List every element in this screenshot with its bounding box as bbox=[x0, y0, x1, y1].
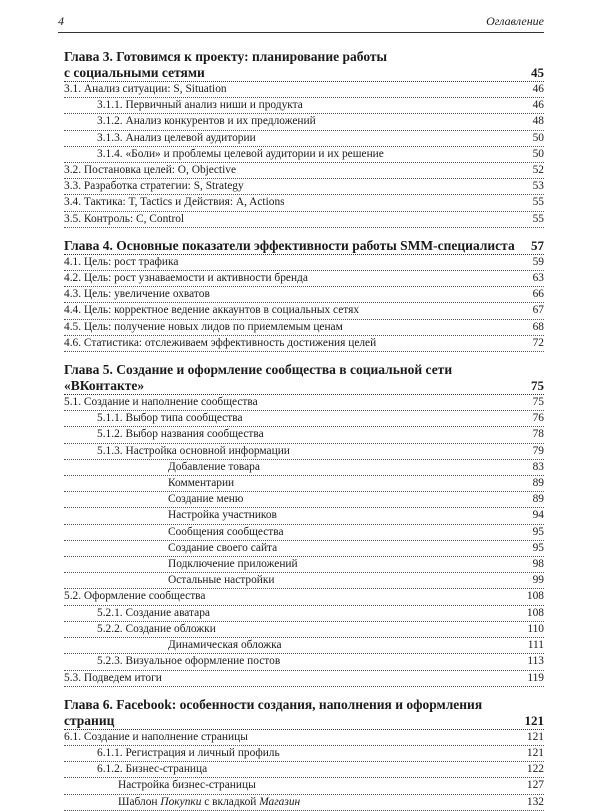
page-ref: 72 bbox=[532, 336, 544, 349]
entry-title: 3.1.1. Первичный анализ ниши и продукта bbox=[97, 99, 303, 112]
entry-title: 3.1.2. Анализ конкурентов и их предложений bbox=[97, 115, 316, 128]
entry-title: 3.2. Постановка целей: O, Objective bbox=[64, 164, 236, 177]
toc-entry[interactable] bbox=[64, 557, 544, 573]
entry-title: 4.2. Цель: рост узнаваемости и активности бренда bbox=[64, 272, 308, 285]
toc-entry[interactable] bbox=[64, 460, 544, 476]
page-ref: 121 bbox=[526, 746, 544, 759]
page-ref: 76 bbox=[532, 412, 544, 425]
chapter-title: Глава 5. Создание и оформление сообщества в социальной сети bbox=[64, 362, 453, 378]
entry-title: 4.5. Цель: получение новых лидов по приемлемым ценам bbox=[64, 320, 343, 333]
entry-title: 3.1.4. «Боли» и проблемы целевой аудитории и их решение bbox=[97, 147, 384, 160]
entry-title: 5.1.3. Настройка основной информации bbox=[97, 444, 290, 457]
page-ref: 55 bbox=[532, 212, 544, 225]
toc-entry[interactable] bbox=[64, 671, 544, 687]
toc-entry[interactable] bbox=[64, 212, 544, 228]
entry-title: 3.5. Контроль: C, Control bbox=[64, 212, 185, 225]
entry-title: 5.2.1. Создание аватара bbox=[97, 606, 210, 619]
toc-entry[interactable] bbox=[64, 746, 544, 762]
page-ref: 55 bbox=[532, 196, 544, 209]
page-ref: 68 bbox=[532, 320, 544, 333]
toc-entry[interactable] bbox=[64, 131, 544, 147]
entry-title: 4.4. Цель: корректное ведение аккаунтов в социальных сетях bbox=[64, 304, 360, 317]
toc-entry[interactable] bbox=[64, 508, 544, 524]
chapter-title: страниц bbox=[64, 712, 115, 728]
toc-entry[interactable] bbox=[64, 525, 544, 541]
page-number: 4 bbox=[58, 14, 64, 28]
toc-entry[interactable] bbox=[64, 606, 544, 622]
chapter-title: Глава 3. Готовимся к проекту: планирование работы bbox=[64, 49, 388, 64]
page-ref: 99 bbox=[532, 574, 544, 587]
toc-entry[interactable] bbox=[64, 303, 544, 319]
toc-entry[interactable] bbox=[64, 778, 544, 794]
toc-entry[interactable] bbox=[64, 336, 544, 352]
entry-title: 4.1. Цель: рост трафика bbox=[64, 255, 179, 268]
page-ref: 111 bbox=[527, 639, 544, 652]
page-ref: 67 bbox=[532, 304, 544, 317]
chapter-title: Глава 6. Facebook: особенности создания, наполнения и оформления bbox=[64, 696, 483, 712]
toc-entry[interactable] bbox=[64, 444, 544, 460]
page-ref: 108 bbox=[526, 590, 544, 603]
page-ref: 122 bbox=[526, 763, 544, 776]
page-ref: 57 bbox=[531, 237, 544, 253]
entry-title: 6.1.1. Регистрация и личный профиль bbox=[97, 746, 280, 759]
page-ref: 127 bbox=[526, 779, 544, 792]
page-ref: 50 bbox=[532, 131, 544, 144]
toc-chapter-row[interactable] bbox=[64, 713, 544, 730]
toc-entry[interactable] bbox=[64, 622, 544, 638]
page-ref: 53 bbox=[532, 180, 544, 193]
entry-title: Подключение приложений bbox=[168, 558, 298, 571]
entry-title: Комментарии bbox=[168, 477, 235, 490]
toc-entry[interactable] bbox=[64, 730, 544, 746]
page-ref: 48 bbox=[532, 115, 544, 128]
toc-entry[interactable] bbox=[64, 492, 544, 508]
page-ref: 78 bbox=[532, 428, 544, 441]
entry-title: 5.2.2. Создание обложки bbox=[97, 622, 216, 635]
entry-title: Создание своего сайта bbox=[168, 541, 278, 554]
entry-title: 3.1. Анализ ситуации: S, Situation bbox=[64, 83, 227, 95]
entry-title: 3.3. Разработка стратегии: S, Strategy bbox=[64, 180, 244, 193]
entry-title: Настройка бизнес-страницы bbox=[118, 779, 256, 792]
entry-title: 4.6. Статистика: отслеживаем эффективность достижения целей bbox=[64, 336, 377, 349]
entry-title: Настройка участников bbox=[168, 509, 277, 522]
toc-entry[interactable] bbox=[64, 541, 544, 557]
toc-entry[interactable] bbox=[64, 82, 544, 98]
page-ref: 79 bbox=[532, 444, 544, 457]
page-ref: 121 bbox=[524, 712, 544, 728]
page-ref: 94 bbox=[532, 509, 544, 522]
entry-title: 5.2. Оформление сообщества bbox=[64, 590, 206, 603]
entry-title: Добавление товара bbox=[168, 460, 260, 473]
toc-entry[interactable] bbox=[64, 762, 544, 778]
entry-title: 5.1.2. Выбор названия сообщества bbox=[97, 428, 264, 441]
entry-title: Создание меню bbox=[168, 493, 244, 506]
page-ref: 98 bbox=[532, 558, 544, 571]
chapter-title: с социальными сетями bbox=[64, 65, 205, 80]
page-ref: 132 bbox=[526, 795, 544, 808]
entry-title: 6.1. Создание и наполнение страницы bbox=[64, 730, 248, 743]
page-ref: 75 bbox=[532, 396, 544, 409]
entry-title: Динамическая обложка bbox=[168, 639, 282, 652]
toc-chapter-row[interactable] bbox=[64, 238, 544, 255]
page-ref: 83 bbox=[532, 460, 544, 473]
toc-entry[interactable] bbox=[64, 114, 544, 130]
toc-entry[interactable] bbox=[64, 287, 544, 303]
page-ref: 59 bbox=[532, 255, 544, 268]
entry-title: 3.4. Тактика: T, Tactics и Действия: A, Actions bbox=[64, 196, 285, 209]
toc-entry[interactable] bbox=[64, 179, 544, 195]
entry-title: Шаблон Покупки с вкладкой Магазин bbox=[118, 795, 301, 808]
page-ref: 110 bbox=[527, 622, 544, 635]
entry-title: 5.1.1. Выбор типа сообщества bbox=[97, 412, 243, 425]
page-ref: 108 bbox=[526, 606, 544, 619]
entry-title: 6.1.2. Бизнес-страница bbox=[97, 763, 208, 776]
chapter-title: «ВКонтакте» bbox=[64, 378, 145, 394]
page-ref: 113 bbox=[527, 655, 544, 668]
toc-entry[interactable] bbox=[64, 395, 544, 411]
page-ref: 66 bbox=[532, 288, 544, 301]
entry-title: 5.1. Создание и наполнение сообщества bbox=[64, 396, 258, 409]
page-ref: 63 bbox=[532, 272, 544, 285]
page-ref: 45 bbox=[531, 65, 544, 80]
toc-entry[interactable] bbox=[64, 589, 544, 605]
running-title: Оглавление bbox=[486, 14, 544, 28]
toc-entry[interactable] bbox=[64, 476, 544, 492]
toc-chapter-row[interactable] bbox=[64, 65, 544, 82]
chapter-title: Глава 4. Основные показатели эффективности работы SMM-специалиста bbox=[64, 237, 515, 253]
page-ref: 95 bbox=[532, 525, 544, 538]
toc-entry[interactable] bbox=[64, 320, 544, 336]
page-ref: 75 bbox=[531, 378, 544, 394]
page-ref: 52 bbox=[532, 164, 544, 177]
toc-entry[interactable] bbox=[64, 638, 544, 654]
page-ref: 121 bbox=[526, 730, 544, 743]
entry-title: Сообщения сообщества bbox=[168, 525, 284, 538]
entry-title: 3.1.3. Анализ целевой аудитории bbox=[97, 131, 256, 144]
toc-entry[interactable] bbox=[64, 147, 544, 163]
running-head bbox=[58, 14, 544, 33]
page-ref: 95 bbox=[532, 541, 544, 554]
toc-entry[interactable] bbox=[64, 654, 544, 670]
toc-entry[interactable] bbox=[64, 427, 544, 443]
entry-title: 5.2.3. Визуальное оформление постов bbox=[97, 655, 281, 668]
toc-entry[interactable] bbox=[64, 255, 544, 271]
page-ref: 50 bbox=[532, 147, 544, 160]
toc-entry[interactable] bbox=[64, 271, 544, 287]
toc-entry[interactable] bbox=[64, 98, 544, 114]
page-ref: 46 bbox=[532, 99, 544, 112]
toc-entry[interactable] bbox=[64, 195, 544, 211]
toc-chapter-row[interactable] bbox=[64, 378, 544, 395]
toc-entry[interactable] bbox=[64, 163, 544, 179]
entry-title: Остальные настройки bbox=[168, 574, 275, 587]
entry-title: 5.3. Подведем итоги bbox=[64, 671, 162, 684]
page-ref: 46 bbox=[532, 83, 544, 95]
toc-entry[interactable] bbox=[64, 795, 544, 811]
page-ref: 119 bbox=[527, 671, 544, 684]
table-of-contents bbox=[64, 49, 544, 811]
toc-entry[interactable] bbox=[64, 573, 544, 589]
entry-title: 4.3. Цель: увеличение охватов bbox=[64, 288, 210, 301]
page-ref: 89 bbox=[532, 493, 544, 506]
page-ref: 89 bbox=[532, 477, 544, 490]
toc-entry[interactable] bbox=[64, 411, 544, 427]
